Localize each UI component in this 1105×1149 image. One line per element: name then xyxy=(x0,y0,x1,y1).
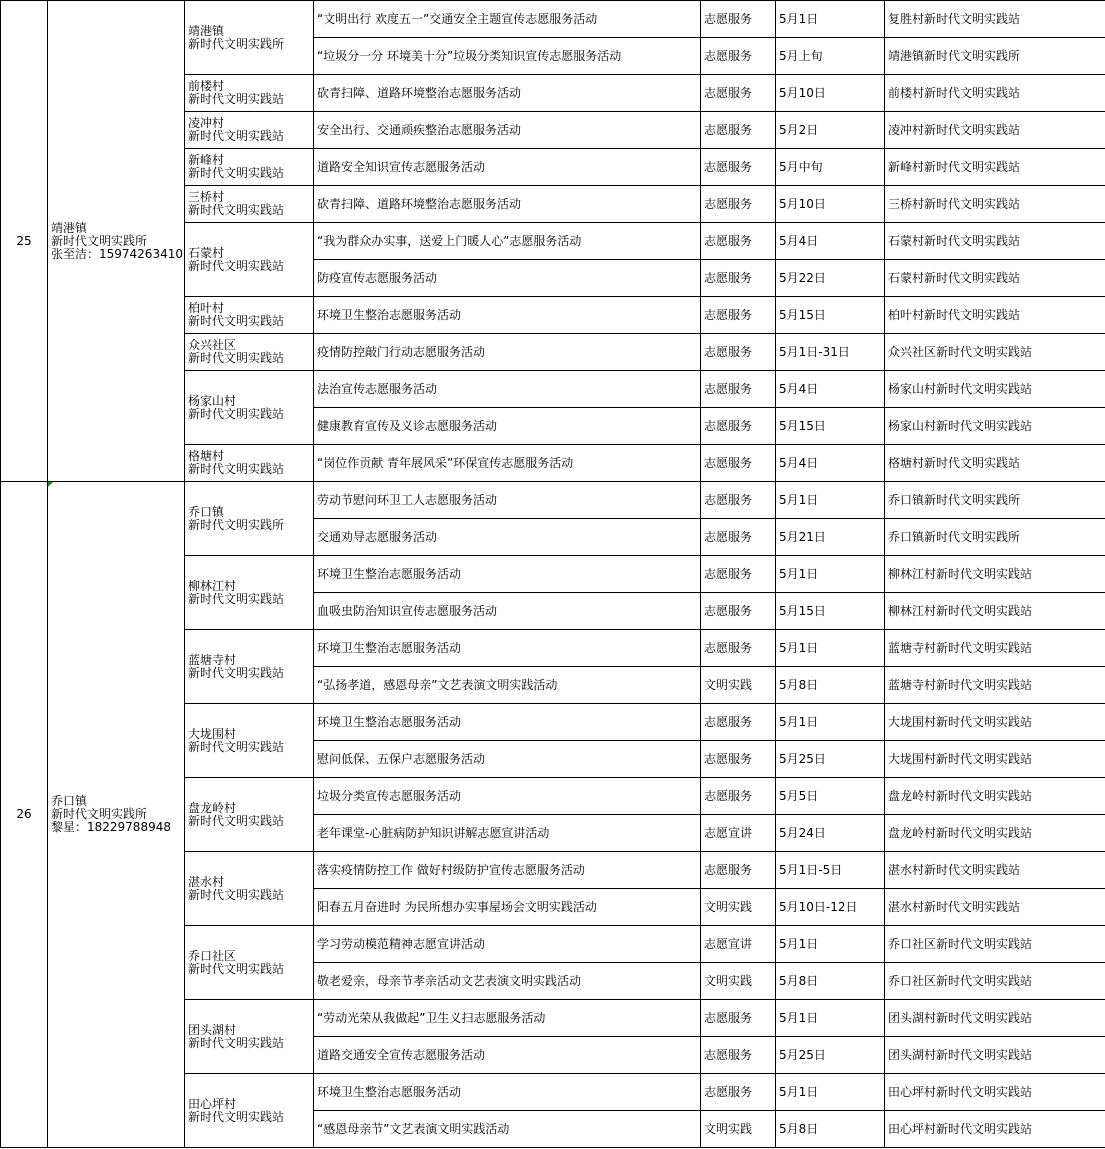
unit-name-cell xyxy=(185,149,314,186)
activity-cell: “文明出行 欢度五一”交通安全主题宣传志愿服务活动 xyxy=(314,1,701,38)
type-cell: 志愿服务 xyxy=(701,112,776,149)
type-cell: 文明实践 xyxy=(701,1111,776,1148)
unit-name-line: 新时代文明实践站 xyxy=(188,406,285,421)
location-cell: 蓝塘寺村新时代文明实践站 xyxy=(885,630,1105,667)
location-cell: 大垅围村新时代文明实践站 xyxy=(885,741,1105,778)
unit-name-cell xyxy=(185,1000,314,1074)
town-line: 新时代文明实践所 xyxy=(51,807,148,821)
unit-name-line: 柏叶村 xyxy=(188,301,225,315)
unit-name-cell xyxy=(185,112,314,149)
unit-name-line: 乔口社区 xyxy=(188,948,237,963)
date-cell: 5月1日 xyxy=(776,1000,885,1037)
activity-cell: 落实疫情防控工作 做好村级防护宣传志愿服务活动 xyxy=(314,852,701,889)
unit-name-line: 新时代文明实践站 xyxy=(188,129,285,143)
type-cell: 志愿服务 xyxy=(701,1074,776,1111)
location-cell: 石蒙村新时代文明实践站 xyxy=(885,223,1105,260)
activity-cell: 健康教育宣传及义诊志愿服务活动 xyxy=(314,408,701,445)
type-cell: 志愿服务 xyxy=(701,556,776,593)
activity-cell: 环境卫生整治志愿服务活动 xyxy=(314,297,701,334)
activity-cell: 环境卫生整治志愿服务活动 xyxy=(314,556,701,593)
unit-name-line: 新时代文明实践站 xyxy=(188,887,285,902)
activity-cell: 道路交通安全宣传志愿服务活动 xyxy=(314,1037,701,1074)
type-cell: 志愿服务 xyxy=(701,260,776,297)
date-cell: 5月1日 xyxy=(776,1074,885,1111)
unit-name-line: 三桥村 xyxy=(188,190,225,204)
unit-name-cell xyxy=(185,1074,314,1148)
date-cell: 5月4日 xyxy=(776,371,885,408)
type-cell: 志愿服务 xyxy=(701,408,776,445)
activity-cell: 垃圾分类宣传志愿服务活动 xyxy=(314,778,701,815)
activity-cell: 法治宣传志愿服务活动 xyxy=(314,371,701,408)
activity-cell: 环境卫生整治志愿服务活动 xyxy=(314,630,701,667)
date-cell: 5月1日 xyxy=(776,630,885,667)
location-cell: 乔口社区新时代文明实践站 xyxy=(885,963,1105,1000)
location-cell: 盘龙岭村新时代文明实践站 xyxy=(885,778,1105,815)
activity-cell: 砍青扫障、道路环境整治志愿服务活动 xyxy=(314,75,701,112)
location-cell: 团头湖村新时代文明实践站 xyxy=(885,1037,1105,1074)
unit-name-line: 乔口镇 xyxy=(188,504,225,519)
cell-comment-marker-icon xyxy=(48,482,53,487)
type-cell: 志愿服务 xyxy=(701,593,776,630)
location-cell: 新峰村新时代文明实践站 xyxy=(885,149,1105,186)
activity-cell: 环境卫生整治志愿服务活动 xyxy=(314,1074,701,1111)
unit-name-line: 格塘村 xyxy=(188,449,225,463)
unit-name-line: 团头湖村 xyxy=(188,1022,237,1037)
date-cell: 5月5日 xyxy=(776,778,885,815)
activity-cell: “我为群众办实事，送爱上门暖人心”志愿服务活动 xyxy=(314,223,701,260)
date-cell: 5月8日 xyxy=(776,1111,885,1148)
unit-name-line: 靖港镇 xyxy=(188,23,225,38)
type-cell: 志愿宣讲 xyxy=(701,815,776,852)
location-cell: 柳林江村新时代文明实践站 xyxy=(885,593,1105,630)
location-cell: 复胜村新时代文明实践站 xyxy=(885,1,1105,38)
date-cell: 5月15日 xyxy=(776,408,885,445)
unit-name-line: 新时代文明实践站 xyxy=(188,1109,285,1124)
unit-name-cell xyxy=(185,704,314,778)
date-cell: 5月25日 xyxy=(776,1037,885,1074)
unit-name-cell xyxy=(185,482,314,556)
activity-cell: “感恩母亲节”文艺表演文明实践活动 xyxy=(314,1111,701,1148)
town-line: 张至洁：15974263410 xyxy=(51,246,183,261)
activity-cell: 敬老爱亲，母亲节孝亲活动文艺表演文明实践活动 xyxy=(314,963,701,1000)
location-cell: 大垅围村新时代文明实践站 xyxy=(885,704,1105,741)
location-cell: 格塘村新时代文明实践站 xyxy=(885,445,1105,482)
activity-cell: 劳动节慰问环卫工人志愿服务活动 xyxy=(314,482,701,519)
activity-cell: “弘扬孝道，感恩母亲”文艺表演文明实践活动 xyxy=(314,667,701,704)
date-cell: 5月上旬 xyxy=(776,38,885,75)
date-cell: 5月1日 xyxy=(776,704,885,741)
activity-cell: 学习劳动模范精神志愿宣讲活动 xyxy=(314,926,701,963)
unit-name-cell xyxy=(185,556,314,630)
unit-name-cell xyxy=(185,334,314,371)
date-cell: 5月15日 xyxy=(776,593,885,630)
group-index-cell: 26 xyxy=(1,482,48,1148)
town-line: 新时代文明实践所 xyxy=(51,233,148,248)
date-cell: 5月25日 xyxy=(776,741,885,778)
activity-cell: 安全出行、交通顽疾整治志愿服务活动 xyxy=(314,112,701,149)
table-row xyxy=(1,1,1105,38)
unit-name-line: 新时代文明实践站 xyxy=(188,92,285,106)
type-cell: 志愿服务 xyxy=(701,1000,776,1037)
location-cell: 杨家山村新时代文明实践站 xyxy=(885,371,1105,408)
date-cell: 5月10日 xyxy=(776,186,885,223)
date-cell: 5月1日 xyxy=(776,556,885,593)
unit-name-cell xyxy=(185,630,314,704)
location-cell: 众兴社区新时代文明实践站 xyxy=(885,334,1105,371)
type-cell: 志愿服务 xyxy=(701,704,776,741)
type-cell: 志愿服务 xyxy=(701,297,776,334)
unit-name-cell xyxy=(185,223,314,297)
unit-name-line: 新时代文明实践站 xyxy=(188,314,285,328)
location-cell: 湛水村新时代文明实践站 xyxy=(885,852,1105,889)
date-cell: 5月1日 xyxy=(776,482,885,519)
location-cell: 杨家山村新时代文明实践站 xyxy=(885,408,1105,445)
unit-name-line: 众兴社区 xyxy=(188,338,237,352)
location-cell: 乔口镇新时代文明实践所 xyxy=(885,482,1105,519)
date-cell: 5月1日 xyxy=(776,1,885,38)
type-cell: 志愿宣讲 xyxy=(701,926,776,963)
unit-name-cell xyxy=(185,445,314,482)
location-cell: 柳林江村新时代文明实践站 xyxy=(885,556,1105,593)
location-cell: 靖港镇新时代文明实践所 xyxy=(885,38,1105,75)
town-line: 黎星：18229788948 xyxy=(51,820,171,834)
unit-name-line: 新时代文明实践所 xyxy=(188,517,285,532)
location-cell: 乔口镇新时代文明实践所 xyxy=(885,519,1105,556)
town-line: 乔口镇 xyxy=(51,794,88,808)
unit-name-line: 新时代文明实践站 xyxy=(188,351,285,365)
unit-name-line: 杨家山村 xyxy=(188,393,237,408)
unit-name-line: 蓝塘寺村 xyxy=(188,652,237,667)
unit-name-cell xyxy=(185,926,314,1000)
unit-name-line: 新时代文明实践站 xyxy=(188,591,285,606)
type-cell: 志愿服务 xyxy=(701,519,776,556)
date-cell: 5月4日 xyxy=(776,445,885,482)
date-cell: 5月10日 xyxy=(776,75,885,112)
activity-cell: “垃圾分一分 环境美十分”垃圾分类知识宣传志愿服务活动 xyxy=(314,38,701,75)
type-cell: 志愿服务 xyxy=(701,186,776,223)
type-cell: 志愿服务 xyxy=(701,630,776,667)
activity-cell: 道路安全知识宣传志愿服务活动 xyxy=(314,149,701,186)
activity-cell: 交通劝导志愿服务活动 xyxy=(314,519,701,556)
type-cell: 志愿服务 xyxy=(701,778,776,815)
activity-cell: 老年课堂-心脏病防护知识讲解志愿宣讲活动 xyxy=(314,815,701,852)
unit-name-line: 新时代文明实践站 xyxy=(188,462,285,476)
activity-cell: 环境卫生整治志愿服务活动 xyxy=(314,704,701,741)
unit-name-line: 新时代文明实践站 xyxy=(188,665,285,680)
unit-name-line: 新时代文明实践站 xyxy=(188,258,285,273)
date-cell: 5月21日 xyxy=(776,519,885,556)
activity-cell: 砍青扫障、道路环境整治志愿服务活动 xyxy=(314,186,701,223)
date-cell: 5月10日-12日 xyxy=(776,889,885,926)
unit-name-line: 新时代文明实践所 xyxy=(188,36,285,51)
activity-cell: 疫情防控敲门行动志愿服务活动 xyxy=(314,334,701,371)
date-cell: 5月22日 xyxy=(776,260,885,297)
type-cell: 文明实践 xyxy=(701,889,776,926)
date-cell: 5月中旬 xyxy=(776,149,885,186)
location-cell: 湛水村新时代文明实践站 xyxy=(885,889,1105,926)
activity-cell: 血吸虫防治知识宣传志愿服务活动 xyxy=(314,593,701,630)
location-cell: 盘龙岭村新时代文明实践站 xyxy=(885,815,1105,852)
group-index-cell: 25 xyxy=(1,1,48,482)
location-cell: 田心坪村新时代文明实践站 xyxy=(885,1074,1105,1111)
unit-name-cell xyxy=(185,852,314,926)
unit-name-line: 新时代文明实践站 xyxy=(188,813,285,828)
town-cell xyxy=(48,1,185,482)
location-cell: 田心坪村新时代文明实践站 xyxy=(885,1111,1105,1148)
type-cell: 志愿服务 xyxy=(701,482,776,519)
type-cell: 文明实践 xyxy=(701,963,776,1000)
unit-name-cell xyxy=(185,75,314,112)
town-line: 靖港镇 xyxy=(51,220,88,235)
unit-name-line: 石蒙村 xyxy=(188,245,225,260)
unit-name-line: 新峰村 xyxy=(188,153,225,167)
unit-name-line: 新时代文明实践站 xyxy=(188,961,285,976)
location-cell: 柏叶村新时代文明实践站 xyxy=(885,297,1105,334)
unit-name-line: 新时代文明实践站 xyxy=(188,1035,285,1050)
unit-name-line: 柳林江村 xyxy=(188,578,237,593)
location-cell: 团头湖村新时代文明实践站 xyxy=(885,1000,1105,1037)
type-cell: 志愿服务 xyxy=(701,149,776,186)
type-cell: 志愿服务 xyxy=(701,223,776,260)
unit-name-line: 湛水村 xyxy=(188,874,225,889)
date-cell: 5月24日 xyxy=(776,815,885,852)
date-cell: 5月1日-31日 xyxy=(776,334,885,371)
unit-name-line: 新时代文明实践站 xyxy=(188,203,285,217)
type-cell: 志愿服务 xyxy=(701,1,776,38)
date-cell: 5月8日 xyxy=(776,963,885,1000)
activity-cell: 阳春五月奋进时 为民所想办实事屋场会文明实践活动 xyxy=(314,889,701,926)
type-cell: 志愿服务 xyxy=(701,445,776,482)
location-cell: 三桥村新时代文明实践站 xyxy=(885,186,1105,223)
unit-name-line: 凌冲村 xyxy=(188,116,225,130)
unit-name-line: 田心坪村 xyxy=(188,1096,237,1111)
date-cell: 5月2日 xyxy=(776,112,885,149)
unit-name-line: 盘龙岭村 xyxy=(188,800,237,815)
date-cell: 5月1日 xyxy=(776,926,885,963)
table-body xyxy=(1,1,1105,1148)
unit-name-line: 新时代文明实践站 xyxy=(188,166,285,180)
activity-cell: “岗位作贡献 青年展风采”环保宣传志愿服务活动 xyxy=(314,445,701,482)
unit-name-cell xyxy=(185,778,314,852)
type-cell: 志愿服务 xyxy=(701,75,776,112)
unit-name-cell xyxy=(185,1,314,75)
location-cell: 石蒙村新时代文明实践站 xyxy=(885,260,1105,297)
type-cell: 文明实践 xyxy=(701,667,776,704)
unit-name-line: 大垅围村 xyxy=(188,726,237,741)
unit-name-cell xyxy=(185,371,314,445)
date-cell: 5月15日 xyxy=(776,297,885,334)
unit-name-line: 前楼村 xyxy=(188,79,225,93)
unit-name-cell xyxy=(185,186,314,223)
date-cell: 5月4日 xyxy=(776,223,885,260)
type-cell: 志愿服务 xyxy=(701,1037,776,1074)
location-cell: 乔口社区新时代文明实践站 xyxy=(885,926,1105,963)
unit-name-cell xyxy=(185,297,314,334)
type-cell: 志愿服务 xyxy=(701,38,776,75)
type-cell: 志愿服务 xyxy=(701,334,776,371)
date-cell: 5月1日-5日 xyxy=(776,852,885,889)
location-cell: 凌冲村新时代文明实践站 xyxy=(885,112,1105,149)
location-cell: 前楼村新时代文明实践站 xyxy=(885,75,1105,112)
date-cell: 5月8日 xyxy=(776,667,885,704)
location-cell: 蓝塘寺村新时代文明实践站 xyxy=(885,667,1105,704)
activity-cell: “劳动光荣从我做起”卫生义扫志愿服务活动 xyxy=(314,1000,701,1037)
unit-name-line: 新时代文明实践站 xyxy=(188,739,285,754)
type-cell: 志愿服务 xyxy=(701,371,776,408)
activity-cell: 防疫宣传志愿服务活动 xyxy=(314,260,701,297)
activity-cell: 慰问低保、五保户志愿服务活动 xyxy=(314,741,701,778)
town-cell xyxy=(48,482,185,1148)
type-cell: 志愿服务 xyxy=(701,741,776,778)
type-cell: 志愿服务 xyxy=(701,852,776,889)
table-row xyxy=(1,482,1105,519)
